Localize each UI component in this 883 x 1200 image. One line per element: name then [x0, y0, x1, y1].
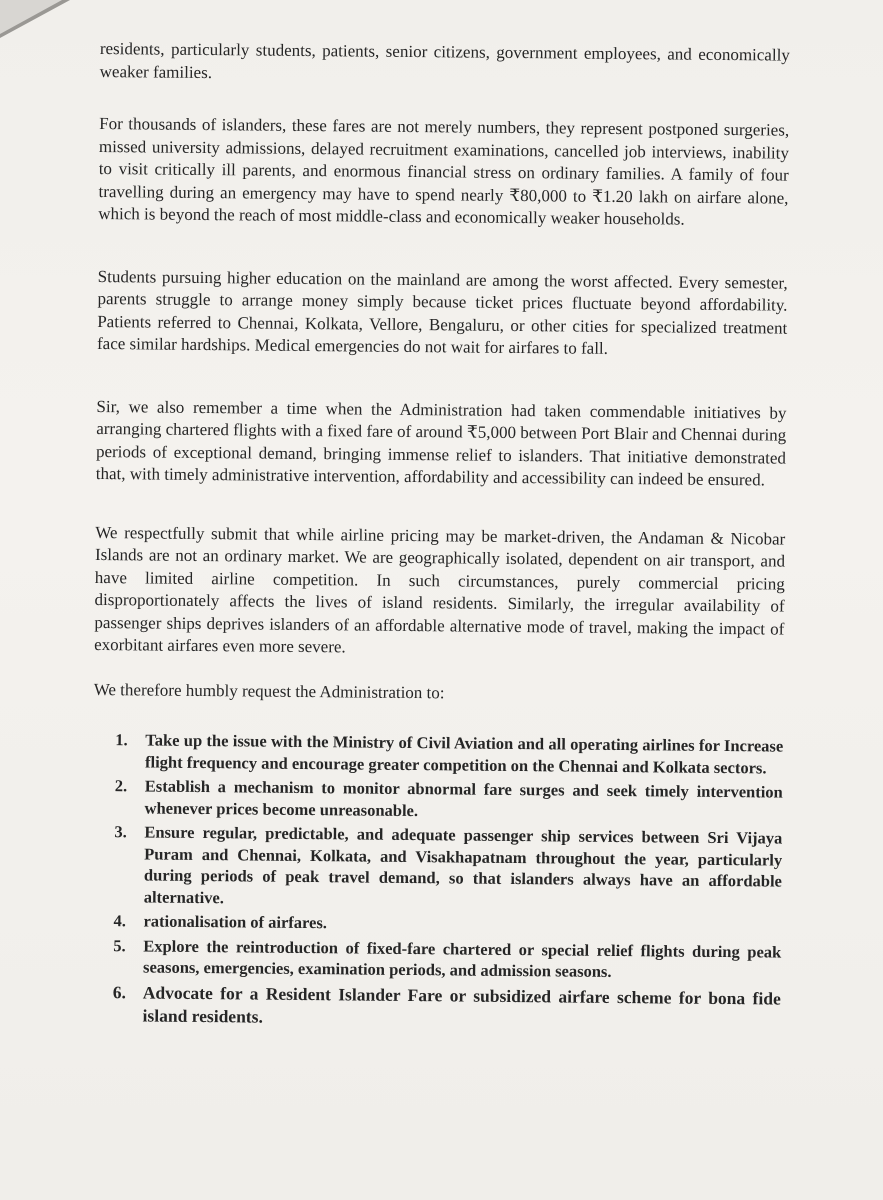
- request-number: 2.: [114, 776, 128, 796]
- paragraph-fares-impact: For thousands of islanders, these fares are not merely numbers, they represent postponed surgeries, missed university admissions, delayed recruitment examinations, cancelled job interviews, inability to visit critically ill parents, and enormous financial stress on ordinary families. A family of four travelling during an emergency may have to spend nearly ₹80,000 to ₹1.20 lakh on airfare alone, which is beyond the reach of most middle-class and economically weaker households.: [98, 113, 790, 229]
- request-number: 1.: [115, 730, 128, 750]
- request-number: 4.: [113, 911, 126, 931]
- request-item: [113, 910, 781, 938]
- paragraph-continuation: residents, particularly students, patients, senior citizens, government employees, and economically weaker families.: [99, 38, 790, 82]
- paragraph-market: We respectfully submit that while airline pricing may be market-driven, the Andaman & Nicobar Islands are not an ordinary market. We are geographically isolated, dependent on air transport, and have limited airline competition. In such circumstances, purely commercial pricing disproportionately affects the lives of island residents. Similarly, the irregular availability of passenger ships deprives islanders of an affordable alternative mode of travel, making the impact of exorbitant airfares even more severe.: [94, 522, 786, 657]
- request-text: Explore the reintroduction of fixed-fare chartered or special relief flights during peak seasons, emergencies, examination periods, and admission seasons.: [142, 935, 782, 981]
- letter-body: [90, 38, 789, 1036]
- request-number: 6.: [112, 981, 127, 1002]
- request-item: [115, 729, 784, 778]
- request-number: 5.: [113, 935, 126, 955]
- request-number: 3.: [114, 822, 127, 842]
- request-intro: We therefore humbly request the Administration to:: [93, 679, 445, 702]
- request-item: [113, 935, 782, 984]
- request-item: [114, 775, 783, 824]
- request-text: rationalisation of airfares.: [143, 911, 328, 933]
- request-list: [91, 729, 784, 1033]
- folded-corner: [0, 0, 62, 34]
- request-text: Establish a mechanism to monitor abnormal fare surges and seek timely intervention whenever prices become unreasonable.: [144, 776, 783, 820]
- request-text: Take up the issue with the Ministry of Civil Aviation and all operating airlines for Increase flight frequency and encourage greater competition on the Chennai and Kolkata sectors.: [144, 730, 784, 777]
- paragraph-students-patients: Students pursuing higher education on the mainland are among the worst affected. Every semester, parents struggle to arrange money simply because ticket prices fluctuate beyond affordability. Patients referred to Chennai, Kolkata, Vellore, Bengaluru, or other cities for specialized treatment face similar hardships. Medical emergencies do not wait for airfares to fall.: [96, 266, 788, 358]
- request-text: Advocate for a Resident Islander Fare or subsidized airfare scheme for bona fide island residents.: [142, 981, 781, 1027]
- request-text: Ensure regular, predictable, and adequate passenger ship services between Sri Vijaya Puram and Chennai, Kolkata, and Visakhapatnam throughout the year, particularly during periods of peak travel demand, so that islanders always have an affordable alternative.: [143, 822, 783, 907]
- request-item: [114, 821, 783, 913]
- paragraph-chartered-flights: Sir, we also remember a time when the Administration had taken commendable initiatives by arranging chartered flights with a fixed fare of around ₹5,000 between Port Blair and Chennai during periods of exceptional demand, bringing immense relief to islanders. That initiative demonstrated that, with timely administrative intervention, affordability and accessibility can indeed be ensured.: [95, 396, 787, 490]
- request-item: [112, 981, 781, 1033]
